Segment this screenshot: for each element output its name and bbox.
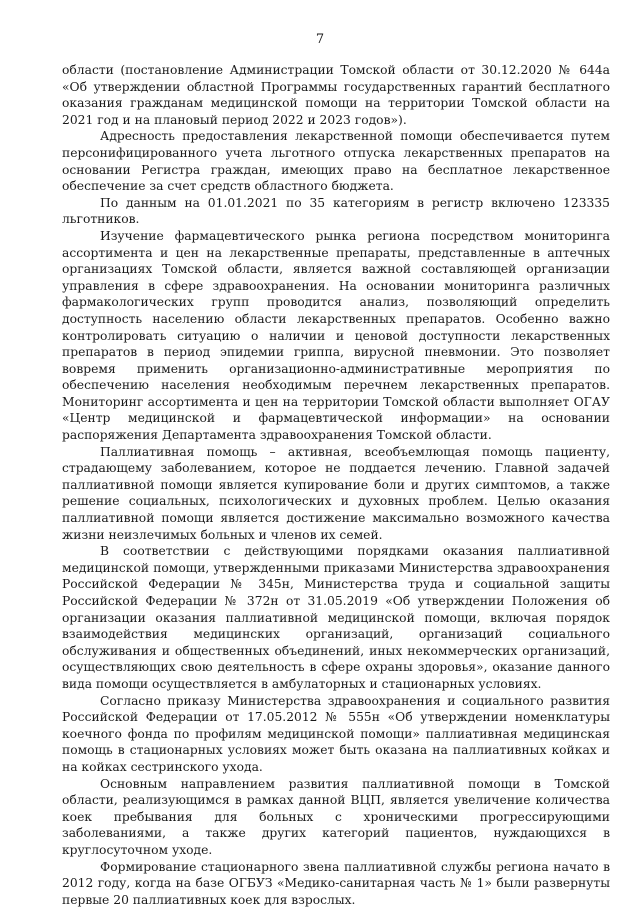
paragraph-palliative-definition: Паллиативная помощь – активная, всеобъемлющая помощь пациенту, страдающему заболеванием, которое не поддается лечению. Главной задачей паллиативной помощи является купирование боли и других симптомов, а также решение социальных, психологических и духовных проблем. Целью оказания паллиативной помощи является достижение максимально возможного качества жизни неизлечимых больных и членов их семей. (62, 444, 610, 544)
paragraph-registry-count: По данным на 01.01.2021 по 35 категориям в регистр включено 123335 льготников. (62, 195, 610, 228)
paragraph-stationary-history: Формирование стационарного звена паллиативной службы региона начато в 2012 году, когда на базе ОГБУЗ «Медико-санитарная часть № 1» были развернуты первые 20 паллиативных коек для взрослых. (62, 859, 610, 908)
paragraph-continuation: области (постановление Администрации Томской области от 30.12.2020 № 644а «Об утверждении областной Программы государственных гарантий бесплатного оказания гражданам медицинской помощи на территории Томской области на 2021 год и на плановый период 2022 и 2023 годов»). (62, 62, 610, 128)
paragraph-bed-nomenclature: Согласно приказу Министерства здравоохранения и социального развития Российской Федерации от 17.05.2012 № 555н «Об утверждении номенклатуры коечного фонда по профилям медицинской помощи» паллиативная медицинская помощь в стационарных условиях может быть оказана на паллиативных койках и на койках сестринского ухода. (62, 693, 610, 776)
paragraph-targeting: Адресность предоставления лекарственной помощи обеспечивается путем персонифицированного учета льготного отпуска лекарственных препаратов на основании Регистра граждан, имеющих право на бесплатное лекарственное обеспечение за счет средств областного бюджета. (62, 128, 610, 194)
page-number: 7 (0, 32, 640, 48)
paragraph-development-direction: Основным направлением развития паллиативной помощи в Томской области, реализующимся в рамках данной ВЦП, является увеличение количества коек пребывания для больных с хроническими прогрессирующими заболеваниями, а также других категорий пациентов, нуждающихся в круглосуточном уходе. (62, 776, 610, 859)
paragraph-market-monitoring: Изучение фармацевтического рынка региона посредством мониторинга ассортимента и цен на лекарственные препараты, представленные в аптечных организациях Томской области, является важной составляющей организации управления в сфере здравоохранения. На основании мониторинга различных фармакологических групп проводится анализ, позволяющий определить доступность населению области лекарственных препаратов. Особенно важно контролировать ситуацию о наличии и ценовой доступности лекарственных препаратов в период эпидемии гриппа, вирусной пневмонии. Это позволяет вовремя применить организационно-административные мероприятия по обеспечению населения необходимым перечнем лекарственных препаратов. Мониторинг ассортимента и цен на территории Томской области выполняет ОГАУ «Центр медицинской и фармацевтической информации» на основании распоряжения Департамента здравоохранения Томской области. (62, 228, 610, 444)
paragraph-palliative-orders: В соответствии с действующими порядками оказания паллиативной медицинской помощи, утвержденными приказами Министерства здравоохранения Российской Федерации № 345н, Министерства труда и социальной защиты Российской Федерации № 372н от 31.05.2019 «Об утверждении Положения об организации оказания паллиативной медицинской помощи, включая порядок взаимодействия медицинских организаций, организаций социального обслуживания и общественных объединений, иных некоммерческих организаций, осуществляющих свою деятельность в сфере охраны здоровья», оказание данного вида помощи осуществляется в амбулаторных и стационарных условиях. (62, 543, 610, 692)
document-body (62, 62, 610, 908)
